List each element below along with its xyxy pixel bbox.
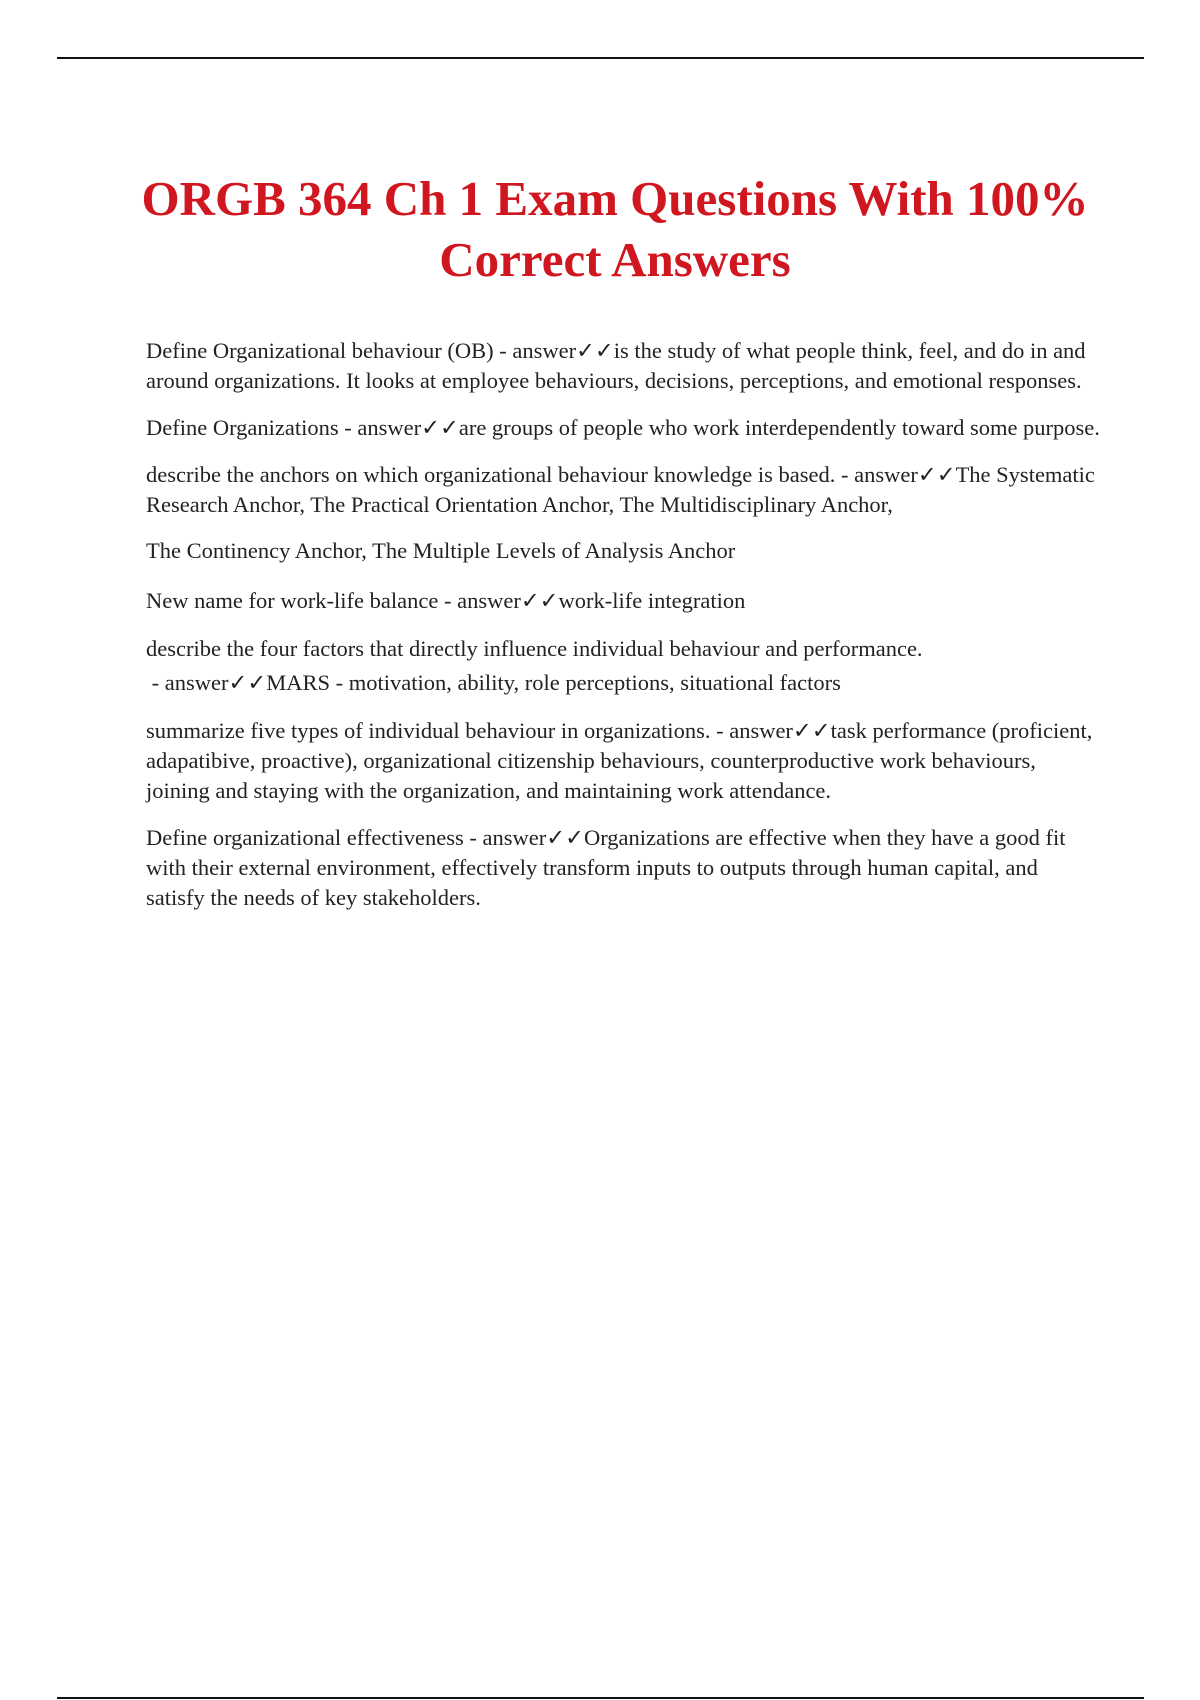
question-text: Define organizational effectiveness <box>146 825 464 850</box>
answer-text: The Systematic Research Anchor, The Practical Orientation Anchor, The Multidisciplinary Anchor, <box>146 462 1095 517</box>
answer-text: task performance (proficient, adapatibive, proactive), organizational citizenship behaviours, counterproductive work behaviours, joining and staying with the organization, and maintaining work attendance. <box>146 718 1093 803</box>
question-text: describe the four factors that directly influence individual behaviour and performance. <box>146 636 923 661</box>
qa-item: describe the four factors that directly influence individual behaviour and performance. - answer✓✓MARS - motivation, ability, role perceptions, situational factors <box>146 636 923 695</box>
answer-marker: answer✓✓ <box>729 718 831 743</box>
title-line-2: Correct Answers <box>439 232 791 287</box>
continuation-text: The Continency Anchor, The Multiple Levels of Analysis Anchor <box>146 538 736 563</box>
top-divider <box>57 57 1144 59</box>
question-text: describe the anchors on which organizational behaviour knowledge is based. <box>146 462 836 487</box>
answer-marker: answer✓✓ <box>457 588 559 613</box>
qa-item: New name for work-life balance - answer✓✓work-life integration <box>146 588 746 613</box>
answer-marker: answer✓✓ <box>482 825 584 850</box>
answer-text: work-life integration <box>558 588 746 613</box>
question-text: Define Organizations <box>146 415 339 440</box>
answer-text: MARS - motivation, ability, role perceptions, situational factors <box>266 670 841 695</box>
qa-item: Define Organizations - answer✓✓are groups of people who work interdependently toward some purpose. <box>146 415 1100 440</box>
answer-text: are groups of people who work interdependently toward some purpose. <box>458 415 1100 440</box>
qa-item: Define organizational effectiveness - answer✓✓Organizations are effective when they have a good fit with their external environment, effectively transform inputs to outputs through human capital, and satisfy the needs of key stakeholders. <box>146 825 1066 910</box>
document-title <box>100 168 1130 290</box>
answer-marker: answer✓✓ <box>164 670 267 695</box>
question-text: Define Organizational behaviour (OB) <box>146 338 494 363</box>
answer-marker: answer✓✓ <box>357 415 459 440</box>
question-text: New name for work-life balance <box>146 588 439 613</box>
bottom-divider <box>57 1697 1144 1699</box>
qa-continuation <box>146 536 1101 566</box>
qa-item: Define Organizational behaviour (OB) - answer✓✓is the study of what people think, feel, and do in and around organizations. It looks at employee behaviours, decisions, perceptions, and emotional responses. <box>146 338 1086 393</box>
qa-item: describe the anchors on which organizational behaviour knowledge is based. - answer✓✓The Systematic Research Anchor, The Practical Orientation Anchor, The Multidisciplinary Anchor, <box>146 462 1095 517</box>
answer-marker: answer✓✓ <box>512 338 614 363</box>
answer-marker: answer✓✓ <box>854 462 956 487</box>
answer-text: is the study of what people think, feel, and do in and around organizations. It looks at employee behaviours, decisions, perceptions, and emotional responses. <box>146 338 1086 393</box>
answer-text: Organizations are effective when they have a good fit with their external environment, effectively transform inputs to outputs through human capital, and satisfy the needs of key stakeholders. <box>146 825 1066 910</box>
qa-list <box>146 336 1101 913</box>
question-text: summarize five types of individual behaviour in organizations. <box>146 718 711 743</box>
title-line-1: ORGB 364 Ch 1 Exam Questions With 100% <box>141 171 1089 226</box>
qa-item: summarize five types of individual behaviour in organizations. - answer✓✓task performance (proficient, adapatibive, proactive), organizational citizenship behaviours, counterproductive work behaviours, joining and staying with the organization, and maintaining work attendance. <box>146 718 1093 803</box>
